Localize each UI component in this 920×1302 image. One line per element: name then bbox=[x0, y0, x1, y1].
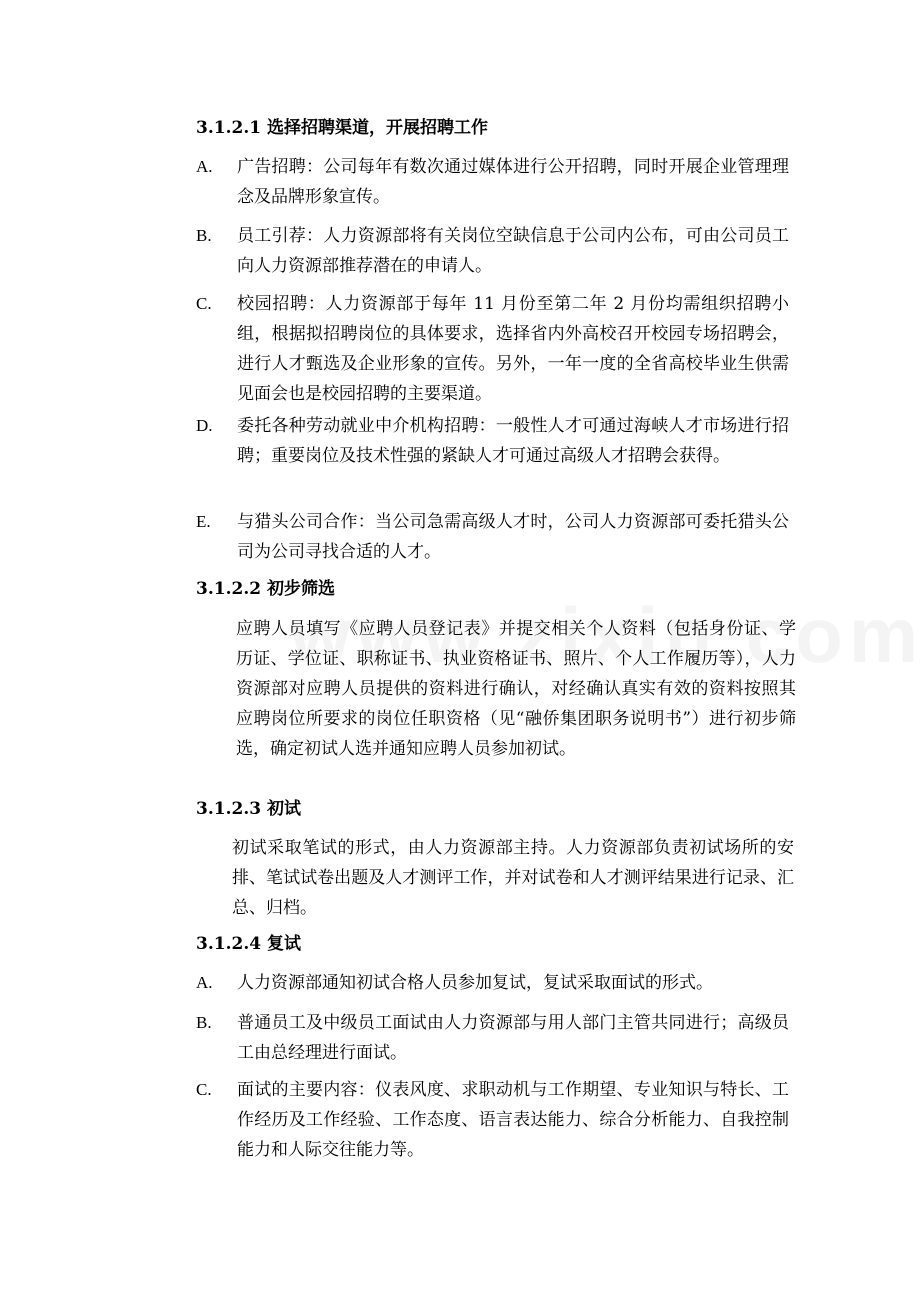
section-paragraph: 应聘人员填写《应聘人员登记表》并提交相关个人资料（包括身份证、学历证、学位证、职称证书、执业资格证书、照片、个人工作履历等），人力资源部对应聘人员提供的资料进行确认，对经确认真实有效的资料按照其应聘岗位所要求的岗位任职资格（见“融侨集团职务说明书”）进行初步筛选，确定初试人选并通知应聘人员参加初试。 bbox=[236, 619, 796, 759]
list-item bbox=[196, 1075, 796, 1165]
list-marker: B. bbox=[196, 1013, 212, 1032]
list-marker: B. bbox=[196, 226, 212, 245]
section-heading-second-interview: 3.1.2.4 复试 bbox=[196, 934, 301, 954]
list-item-text: 广告招聘：公司每年有数次通过媒体进行公开招聘，同时开展企业管理理念及品牌形象宣传。 bbox=[237, 157, 789, 207]
list-marker: E. bbox=[196, 512, 211, 531]
list-marker: D. bbox=[196, 416, 213, 435]
list-item bbox=[196, 152, 796, 212]
list-marker: C. bbox=[196, 294, 212, 313]
list-item-text: 校园招聘：人力资源部于每年 11 月份至第二年 2 月份均需组织招聘小组，根据拟招聘岗位的具体要求，选择省内外高校召开校园专场招聘会，进行人才甄选及企业形象的宣传。另外，一年一度的全省高校毕业生供需见面会也是校园招聘的主要渠道。 bbox=[237, 294, 789, 404]
list-item bbox=[196, 289, 796, 409]
list-marker: C. bbox=[196, 1080, 212, 1099]
list-item-text: 与猎头公司合作：当公司急需高级人才时，公司人力资源部可委托猎头公司为公司寻找合适的人才。 bbox=[237, 512, 789, 562]
list-marker: A. bbox=[196, 973, 213, 992]
section-heading-recruitment-channels: 3.1.2.1 选择招聘渠道，开展招聘工作 bbox=[196, 118, 488, 138]
list-marker: A. bbox=[196, 157, 213, 176]
section-heading-preliminary-test: 3.1.2.3 初试 bbox=[196, 799, 301, 819]
list-item bbox=[196, 507, 796, 567]
list-item-text: 人力资源部通知初试合格人员参加复试，复试采取面试的形式。 bbox=[237, 973, 713, 993]
list-item-text: 普通员工及中级员工面试由人力资源部与用人部门主管共同进行；高级员工由总经理进行面试。 bbox=[237, 1013, 789, 1063]
list-item bbox=[196, 968, 796, 998]
list-item-text: 面试的主要内容：仪表风度、求职动机与工作期望、专业知识与特长、工作经历及工作经验、工作态度、语言表达能力、综合分析能力、自我控制能力和人际交往能力等。 bbox=[237, 1080, 789, 1160]
list-item-text: 员工引荐：人力资源部将有关岗位空缺信息于公司内公布，可由公司员工向人力资源部推荐潜在的申请人。 bbox=[237, 226, 789, 276]
section-heading-initial-screening: 3.1.2.2 初步筛选 bbox=[196, 579, 335, 599]
list-item bbox=[196, 1008, 796, 1068]
section-paragraph: 初试采取笔试的形式，由人力资源部主持。人力资源部负责初试场所的安排、笔试试卷出题及人才测评工作，并对试卷和人才测评结果进行记录、汇总、归档。 bbox=[232, 838, 794, 918]
list-item bbox=[196, 221, 796, 281]
list-item-text: 委托各种劳动就业中介机构招聘：一般性人才可通过海峡人才市场进行招聘；重要岗位及技术性强的紧缺人才可通过高级人才招聘会获得。 bbox=[237, 416, 789, 466]
list-item bbox=[196, 411, 796, 471]
